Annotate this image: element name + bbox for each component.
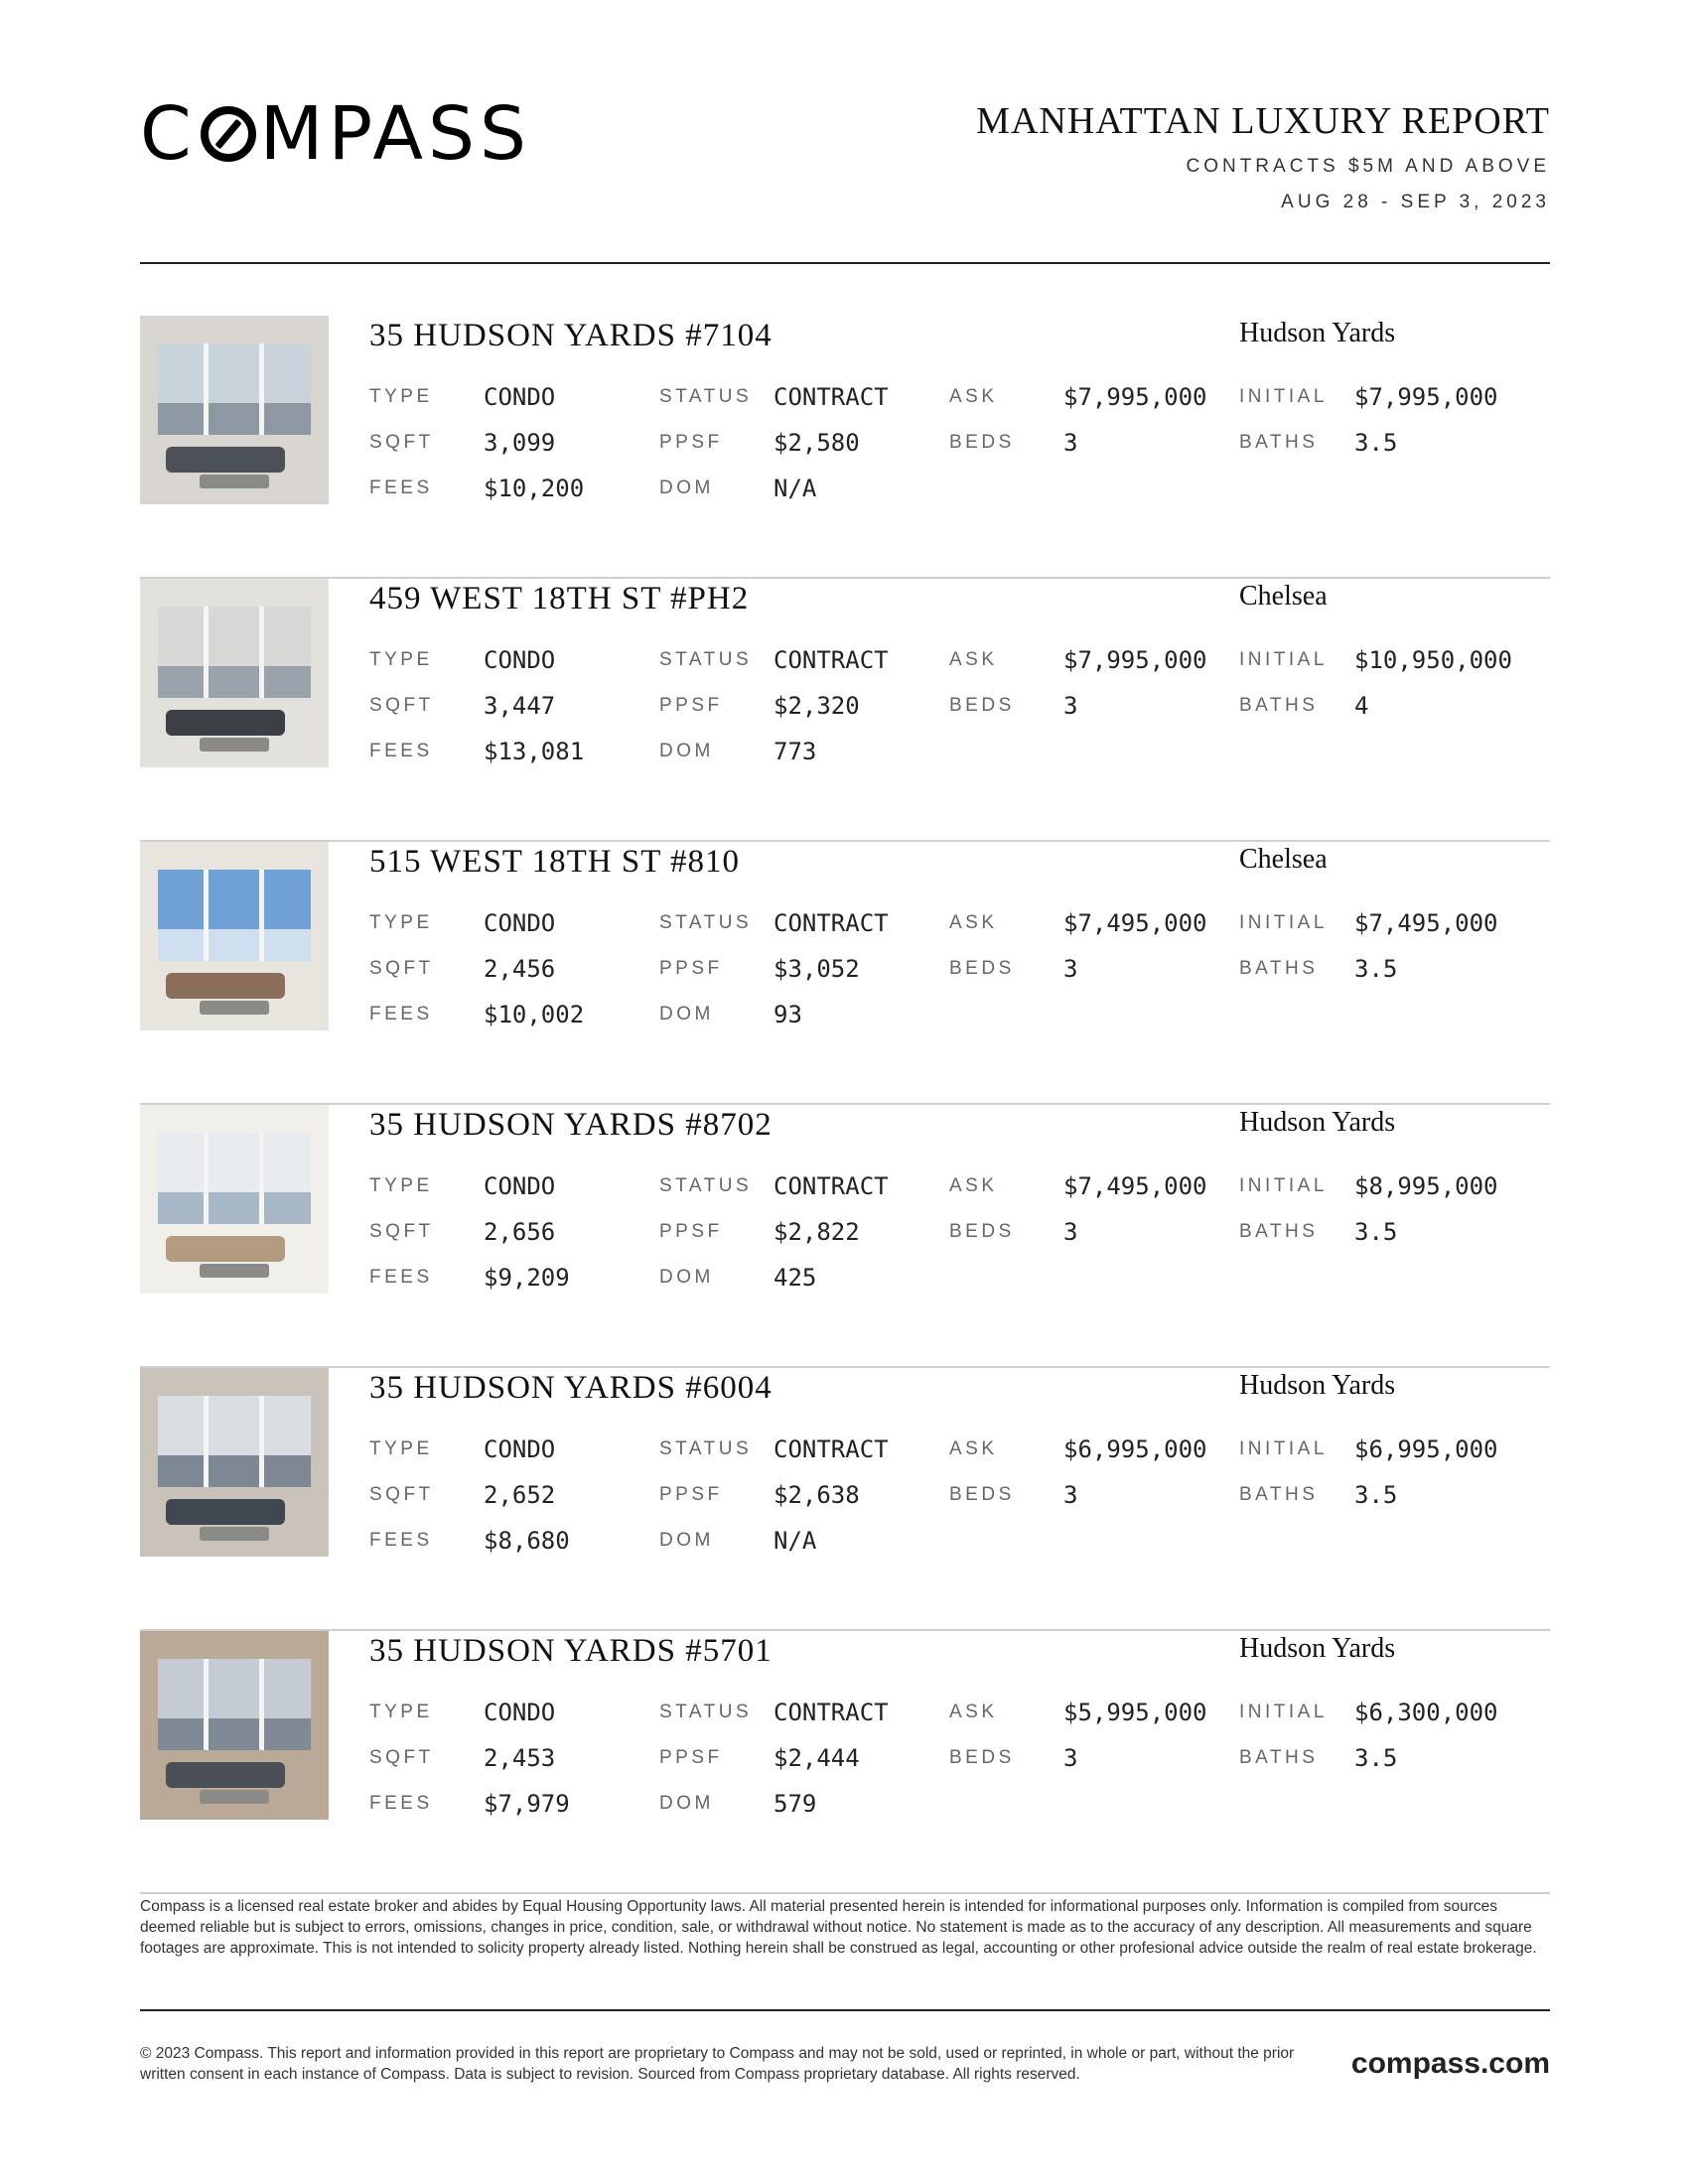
ppsf-value: $2,320 — [774, 692, 860, 720]
listing-address[interactable]: 35 HUDSON YARDS #5701 — [369, 1633, 773, 1669]
type-label: TYPE — [369, 912, 433, 933]
status-value: CONTRACT — [774, 1172, 889, 1200]
listing-neighborhood: Hudson Yards — [1239, 1370, 1396, 1401]
listing-row[interactable] — [140, 842, 1550, 1105]
listing-row[interactable] — [140, 1105, 1550, 1368]
baths-label: BATHS — [1239, 958, 1319, 979]
initial-value: $6,300,000 — [1354, 1699, 1498, 1726]
ppsf-value: $3,052 — [774, 955, 860, 983]
status-value: CONTRACT — [774, 1699, 889, 1726]
type-value: CONDO — [484, 1435, 556, 1463]
baths-value: 3.5 — [1354, 1481, 1398, 1509]
listing-address[interactable]: 35 HUDSON YARDS #6004 — [369, 1370, 773, 1406]
beds-label: BEDS — [949, 695, 1015, 716]
type-value: CONDO — [484, 383, 556, 411]
header-divider — [140, 262, 1550, 264]
ask-label: ASK — [949, 649, 998, 670]
listing-address[interactable]: 515 WEST 18TH ST #810 — [369, 844, 741, 880]
baths-label: BATHS — [1239, 1747, 1319, 1768]
initial-value: $7,495,000 — [1354, 909, 1498, 937]
status-label: STATUS — [659, 1175, 753, 1196]
beds-value: 3 — [1063, 955, 1078, 983]
beds-value: 3 — [1063, 692, 1078, 720]
ppsf-value: $2,580 — [774, 429, 860, 457]
dom-label: DOM — [659, 741, 714, 761]
status-label: STATUS — [659, 386, 753, 407]
ppsf-label: PPSF — [659, 695, 723, 716]
baths-value: 4 — [1354, 692, 1369, 720]
listing-neighborhood: Hudson Yards — [1239, 1107, 1396, 1138]
status-value: CONTRACT — [774, 646, 889, 674]
ppsf-value: $2,822 — [774, 1218, 860, 1246]
ask-value: $5,995,000 — [1063, 1699, 1207, 1726]
initial-label: INITIAL — [1239, 1175, 1328, 1196]
type-label: TYPE — [369, 386, 433, 407]
dom-label: DOM — [659, 1793, 714, 1814]
sqft-value: 3,099 — [484, 429, 556, 457]
beds-label: BEDS — [949, 1484, 1015, 1505]
report-date-range: AUG 28 - SEP 3, 2023 — [1281, 192, 1550, 212]
ask-value: $6,995,000 — [1063, 1435, 1207, 1463]
logo-compass-o-icon — [201, 106, 256, 162]
initial-label: INITIAL — [1239, 1702, 1328, 1722]
baths-label: BATHS — [1239, 1484, 1319, 1505]
footer-divider — [140, 2009, 1550, 2011]
initial-label: INITIAL — [1239, 1438, 1328, 1459]
initial-label: INITIAL — [1239, 912, 1328, 933]
status-value: CONTRACT — [774, 1435, 889, 1463]
type-value: CONDO — [484, 646, 556, 674]
ask-label: ASK — [949, 912, 998, 933]
listing-row[interactable] — [140, 1631, 1550, 1894]
fees-value: $8,680 — [484, 1527, 570, 1555]
fees-label: FEES — [369, 1530, 433, 1551]
listing-row[interactable] — [140, 579, 1550, 842]
listing-photo[interactable] — [140, 1368, 329, 1557]
listing-neighborhood: Hudson Yards — [1239, 318, 1396, 348]
type-label: TYPE — [369, 1175, 433, 1196]
ask-value: $7,995,000 — [1063, 383, 1207, 411]
ask-value: $7,995,000 — [1063, 646, 1207, 674]
sqft-label: SQFT — [369, 695, 434, 716]
sqft-value: 2,453 — [484, 1744, 556, 1772]
ask-label: ASK — [949, 1438, 998, 1459]
listing-divider — [140, 1892, 1550, 1894]
ppsf-label: PPSF — [659, 958, 723, 979]
fees-label: FEES — [369, 1004, 433, 1024]
baths-label: BATHS — [1239, 695, 1319, 716]
fees-value: $10,002 — [484, 1001, 585, 1028]
status-label: STATUS — [659, 912, 753, 933]
listing-address[interactable]: 35 HUDSON YARDS #7104 — [369, 318, 773, 353]
status-value: CONTRACT — [774, 383, 889, 411]
dom-value: N/A — [774, 1527, 817, 1555]
listing-row[interactable] — [140, 1368, 1550, 1631]
dom-label: DOM — [659, 1530, 714, 1551]
status-label: STATUS — [659, 1702, 753, 1722]
listing-photo[interactable] — [140, 842, 329, 1030]
fees-label: FEES — [369, 1793, 433, 1814]
ask-value: $7,495,000 — [1063, 909, 1207, 937]
beds-label: BEDS — [949, 432, 1015, 453]
type-value: CONDO — [484, 1699, 556, 1726]
type-label: TYPE — [369, 1702, 433, 1722]
status-label: STATUS — [659, 1438, 753, 1459]
legal-disclaimer: Compass is a licensed real estate broker and abides by Equal Housing Opportunity laws. All material presented herein is intended for informational purposes only. Information is compiled from sources deemed reliable but is subject to errors, omissions, changes in price, condition, sale, or withdrawal without notice. No statement is made as to the accuracy of any description. All measurements and square footages are approximate. This is not intended to solicity property already listed. Nothing herein shall be construed as legal, accounting or other profesional advice outside the realm of real estate brokerage. — [140, 1898, 1537, 1957]
baths-value: 3.5 — [1354, 1218, 1398, 1246]
report-page — [140, 0, 1550, 2184]
type-value: CONDO — [484, 909, 556, 937]
sqft-value: 2,456 — [484, 955, 556, 983]
fees-value: $9,209 — [484, 1264, 570, 1292]
listing-neighborhood: Chelsea — [1239, 844, 1328, 875]
dom-value: 773 — [774, 738, 817, 765]
sqft-label: SQFT — [369, 1484, 434, 1505]
baths-value: 3.5 — [1354, 429, 1398, 457]
sqft-label: SQFT — [369, 958, 434, 979]
sqft-label: SQFT — [369, 1747, 434, 1768]
listing-neighborhood: Hudson Yards — [1239, 1633, 1396, 1664]
baths-label: BATHS — [1239, 432, 1319, 453]
website-link[interactable]: compass.com — [1350, 2047, 1550, 2080]
dom-value: N/A — [774, 475, 817, 502]
type-label: TYPE — [369, 649, 433, 670]
compass-logo — [140, 91, 531, 177]
sqft-value: 3,447 — [484, 692, 556, 720]
logo-wordmark: C MPASS — [140, 91, 531, 177]
dom-label: DOM — [659, 478, 714, 498]
fees-label: FEES — [369, 478, 433, 498]
fees-label: FEES — [369, 1267, 433, 1288]
listing-photo[interactable] — [140, 579, 329, 767]
sqft-label: SQFT — [369, 432, 434, 453]
beds-value: 3 — [1063, 1744, 1078, 1772]
ppsf-value: $2,638 — [774, 1481, 860, 1509]
ppsf-label: PPSF — [659, 432, 723, 453]
ask-label: ASK — [949, 386, 998, 407]
beds-value: 3 — [1063, 1218, 1078, 1246]
ask-value: $7,495,000 — [1063, 1172, 1207, 1200]
fees-value: $13,081 — [484, 738, 585, 765]
fees-value: $10,200 — [484, 475, 585, 502]
type-label: TYPE — [369, 1438, 433, 1459]
listing-address[interactable]: 459 WEST 18TH ST #PH2 — [369, 581, 750, 616]
beds-label: BEDS — [949, 1747, 1015, 1768]
dom-value: 579 — [774, 1790, 817, 1818]
ppsf-value: $2,444 — [774, 1744, 860, 1772]
listing-address[interactable]: 35 HUDSON YARDS #8702 — [369, 1107, 773, 1143]
report-title: MANHATTAN LUXURY REPORT — [976, 100, 1550, 142]
initial-value: $8,995,000 — [1354, 1172, 1498, 1200]
sqft-label: SQFT — [369, 1221, 434, 1242]
dom-label: DOM — [659, 1004, 714, 1024]
baths-label: BATHS — [1239, 1221, 1319, 1242]
initial-value: $10,950,000 — [1354, 646, 1512, 674]
status-label: STATUS — [659, 649, 753, 670]
sqft-value: 2,652 — [484, 1481, 556, 1509]
listing-photo[interactable] — [140, 316, 329, 504]
baths-value: 3.5 — [1354, 955, 1398, 983]
fees-label: FEES — [369, 741, 433, 761]
initial-value: $7,995,000 — [1354, 383, 1498, 411]
status-value: CONTRACT — [774, 909, 889, 937]
listing-photo[interactable] — [140, 1631, 329, 1820]
listing-row[interactable] — [140, 316, 1550, 579]
fees-value: $7,979 — [484, 1790, 570, 1818]
listing-neighborhood: Chelsea — [1239, 581, 1328, 612]
beds-value: 3 — [1063, 429, 1078, 457]
beds-value: 3 — [1063, 1481, 1078, 1509]
initial-label: INITIAL — [1239, 386, 1328, 407]
ppsf-label: PPSF — [659, 1221, 723, 1242]
dom-value: 425 — [774, 1264, 817, 1292]
report-subtitle: CONTRACTS $5M AND ABOVE — [1186, 156, 1550, 177]
sqft-value: 2,656 — [484, 1218, 556, 1246]
ppsf-label: PPSF — [659, 1747, 723, 1768]
ask-label: ASK — [949, 1175, 998, 1196]
dom-value: 93 — [774, 1001, 802, 1028]
ask-label: ASK — [949, 1702, 998, 1722]
baths-value: 3.5 — [1354, 1744, 1398, 1772]
beds-label: BEDS — [949, 958, 1015, 979]
beds-label: BEDS — [949, 1221, 1015, 1242]
initial-value: $6,995,000 — [1354, 1435, 1498, 1463]
ppsf-label: PPSF — [659, 1484, 723, 1505]
dom-label: DOM — [659, 1267, 714, 1288]
copyright-notice: © 2023 Compass. This report and information provided in this report are proprietary to Compass and may not be sold, used or reprinted, in whole or part, without the prior written consent in each instance of Compass. Data is subject to revision. Sourced from Compass proprietary database. All rights reserved. — [140, 2045, 1295, 2083]
type-value: CONDO — [484, 1172, 556, 1200]
listing-photo[interactable] — [140, 1105, 329, 1294]
initial-label: INITIAL — [1239, 649, 1328, 670]
